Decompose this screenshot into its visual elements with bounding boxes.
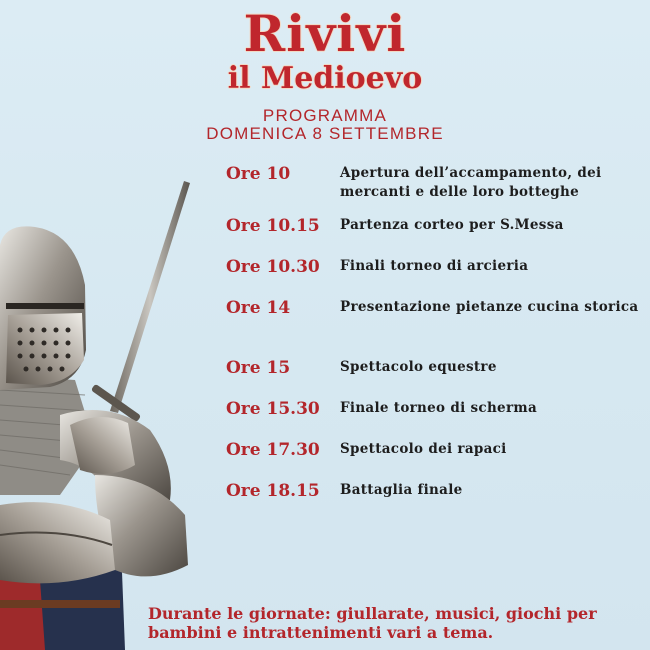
schedule-time: Ore 15.30 [226,399,320,419]
forearm-plate [0,502,115,583]
schedule-activity: Finale torneo di scherma [340,400,537,416]
schedule-time: Ore 10.15 [226,216,320,236]
schedule-time: Ore 10.30 [226,257,320,277]
schedule-time: Ore 14 [226,298,291,318]
poster-title-line2: il Medioevo [227,61,423,96]
gauntlet [70,417,135,474]
schedule-activity: Spettacolo equestre [340,359,497,375]
knight-illustration [0,175,200,650]
program-heading: PROGRAMMA [262,106,388,125]
event-date: DOMENICA 8 SETTEMBRE [206,124,444,143]
schedule-time: Ore 17.30 [226,440,320,460]
schedule-activity: Finali torneo di arcieria [340,258,529,274]
red-tunic-panel [0,575,45,650]
schedule-time: Ore 18.15 [226,481,320,501]
schedule-activity: Battaglia finale [340,482,463,498]
schedule-activity: Presentazione pietanze cucina storica [340,299,639,315]
schedule-time: Ore 15 [226,358,291,378]
footer-note: Durante le giornate: giullarate, musici, giochi per bambini e intrattenimenti vari a tema. [148,604,597,642]
sword-blade [110,181,190,413]
poster-title: Rivivi [243,4,407,63]
belt [0,600,120,608]
schedule-activity: Apertura dell’accampamento, dei mercanti e delle loro botteghe [340,165,602,200]
eye-slit [6,303,84,309]
schedule-time: Ore 10 [226,164,291,184]
schedule-activity: Partenza corteo per S.Messa [340,217,564,233]
schedule-activity: Spettacolo dei rapaci [340,441,507,457]
